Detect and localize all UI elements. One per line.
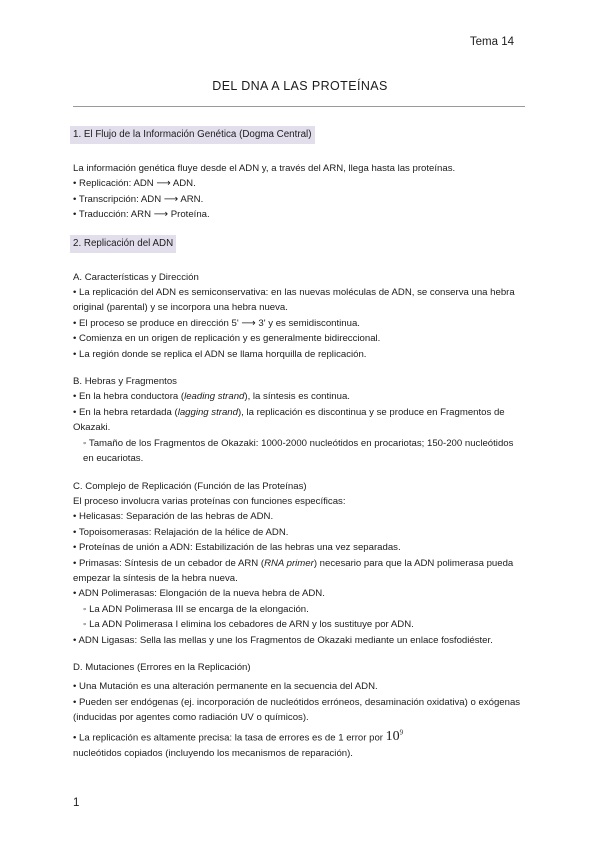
part-d-bullet-2: • Pueden ser endógenas (ej. incorporación de nucleótidos erróneos, desaminación oxidativa) o exógenas (inducidas por agentes como radiación UV o químicos).: [73, 696, 521, 724]
part-c-subitem-pol-i: ◦ La ADN Polimerasa I elimina los cebadores de ARN y los sustituye por ADN.: [83, 619, 414, 631]
dogma-item-transcription: [73, 192, 525, 207]
part-c: [73, 479, 525, 648]
part-b-bullet-1-post: ), la síntesis es continua.: [244, 391, 350, 403]
right-arrow-icon: ⟶: [241, 317, 256, 329]
part-d-bullet-3-continued: nucleótidos copiados (incluyendo los mecanismos de reparación).: [73, 747, 353, 759]
dogma-to: Proteína.: [170, 209, 210, 221]
dogma-from: ARN: [130, 209, 152, 221]
section-1-intro: La información genética fluye desde el ADN y, a través del ARN, llega hasta las proteínas.: [73, 163, 456, 174]
power-exponent: 9: [399, 728, 404, 737]
error-rate-power: [386, 729, 404, 744]
part-c-bullet-topoisomerasas: • Topoisomerasas: Relajación de la hélice de ADN.: [73, 526, 289, 538]
right-arrow-icon: ⟶: [163, 193, 179, 205]
part-d: [73, 660, 525, 761]
power-base: 10: [385, 729, 400, 745]
part-b-bullet-2-post: ), la replicación es discontinua y se produce en Fragmentos de Okazaki.: [73, 406, 505, 434]
dogma-from: ADN: [140, 193, 162, 205]
part-c-bullet-primasas: [73, 556, 525, 587]
part-b-bullet-1: [73, 389, 525, 404]
part-c-bullet-proteinas-union: • Proteínas de unión a ADN: Estabilización de las hebras una vez separadas.: [73, 542, 401, 554]
part-a-bullet-3: • Comienza en un origen de replicación y es generalmente bidireccional.: [73, 333, 381, 345]
section-1-heading: 1. El Flujo de la Información Genética (Dogma Central): [70, 126, 315, 144]
part-c-subitem-pol-iii: ◦ La ADN Polimerasa III se encarga de la elongación.: [83, 603, 309, 615]
part-a-bullet-1: • La replicación del ADN es semiconservativa: en las nuevas moléculas de ADN, se conserva una hebra original (parental) y se incorpora una hebra nueva.: [73, 287, 515, 314]
part-b-bullet-2-pre: • En la hebra retardada (: [73, 406, 178, 418]
dogma-label: Transcripción:: [78, 193, 139, 205]
part-a-bullet-2: [73, 316, 525, 331]
part-c-heading: C. Complejo de Replicación (Función de las Proteínas): [73, 480, 307, 492]
part-b-subitem-1: ◦ Tamaño de los Fragmentos de Okazaki: 1000-2000 nucleótidos en procariotas; 150-200 nucleótidos en eucariotas.: [83, 437, 514, 465]
section-1: [73, 126, 525, 223]
section-2: [73, 235, 525, 761]
section-2-heading: 2. Replicación del ADN: [70, 235, 176, 253]
page-topic: Tema 14: [469, 36, 514, 48]
part-b-bullet-1-pre: • En la hebra conductora (: [73, 391, 185, 403]
rna-primer-term: RNA primer: [264, 557, 314, 569]
part-d-bullet-1: • Una Mutación es una alteración permanente en la secuencia del ADN.: [73, 681, 378, 693]
part-a-bullet-4: • La región donde se replica el ADN se llama horquilla de replicación.: [73, 348, 367, 360]
part-c-bullet-polimerasas: • ADN Polimerasas: Elongación de la nueva hebra de ADN.: [73, 588, 325, 600]
part-c-bullet-primasas-post: ) necesario para que la ADN polimerasa pueda empezar la síntesis de la hebra nueva.: [73, 557, 514, 584]
part-c-intro: El proceso involucra varias proteínas con funciones específicas:: [73, 495, 346, 507]
dogma-label: Replicación:: [79, 178, 132, 190]
document-body: [73, 126, 525, 761]
part-d-bullet-3-pre: • La replicación es altamente precisa: la tasa de errores es de 1 error por: [73, 732, 383, 744]
bullet: •: [73, 209, 77, 221]
right-arrow-icon: ⟶: [156, 178, 171, 190]
part-d-bullet-3: [73, 726, 525, 746]
title-divider: [73, 106, 525, 107]
part-a-bullet-2-pre: • El proceso se produce en dirección 5': [73, 317, 239, 329]
dogma-to: ADN.: [172, 178, 196, 190]
lagging-strand-term: lagging strand: [177, 406, 238, 418]
dogma-from: ADN: [133, 178, 154, 190]
document-title: DEL DNA A LAS PROTEÍNAS: [212, 79, 388, 93]
dogma-label: Traducción:: [78, 209, 129, 221]
bullet: •: [73, 178, 77, 190]
dogma-to: ARN.: [180, 193, 204, 205]
part-a-heading: A. Características y Dirección: [73, 271, 199, 283]
part-c-bullet-primasas-pre: • Primasas: Síntesis de un cebador de ARN (: [73, 557, 265, 569]
part-a-bullet-2-post: 3' y es semidiscontinua.: [258, 317, 360, 329]
bullet: •: [73, 193, 77, 205]
part-b-heading: B. Hebras y Fragmentos: [73, 376, 177, 388]
dogma-item-translation: [73, 207, 525, 222]
page-number: 1: [73, 797, 80, 809]
leading-strand-term: leading strand: [184, 391, 245, 403]
part-b-bullet-2: [73, 405, 525, 436]
part-c-bullet-helicasas: • Helicasas: Separación de las hebras de ADN.: [73, 511, 274, 523]
part-b: [73, 374, 525, 466]
part-d-heading: D. Mutaciones (Errores en la Replicación): [73, 661, 251, 673]
dogma-item-replication: [73, 176, 525, 191]
right-arrow-icon: ⟶: [153, 209, 169, 221]
part-a: [73, 270, 525, 362]
part-c-bullet-ligasas: • ADN Ligasas: Sella las mellas y une los Fragmentos de Okazaki mediante un enlace fosfodiéster.: [73, 634, 493, 646]
